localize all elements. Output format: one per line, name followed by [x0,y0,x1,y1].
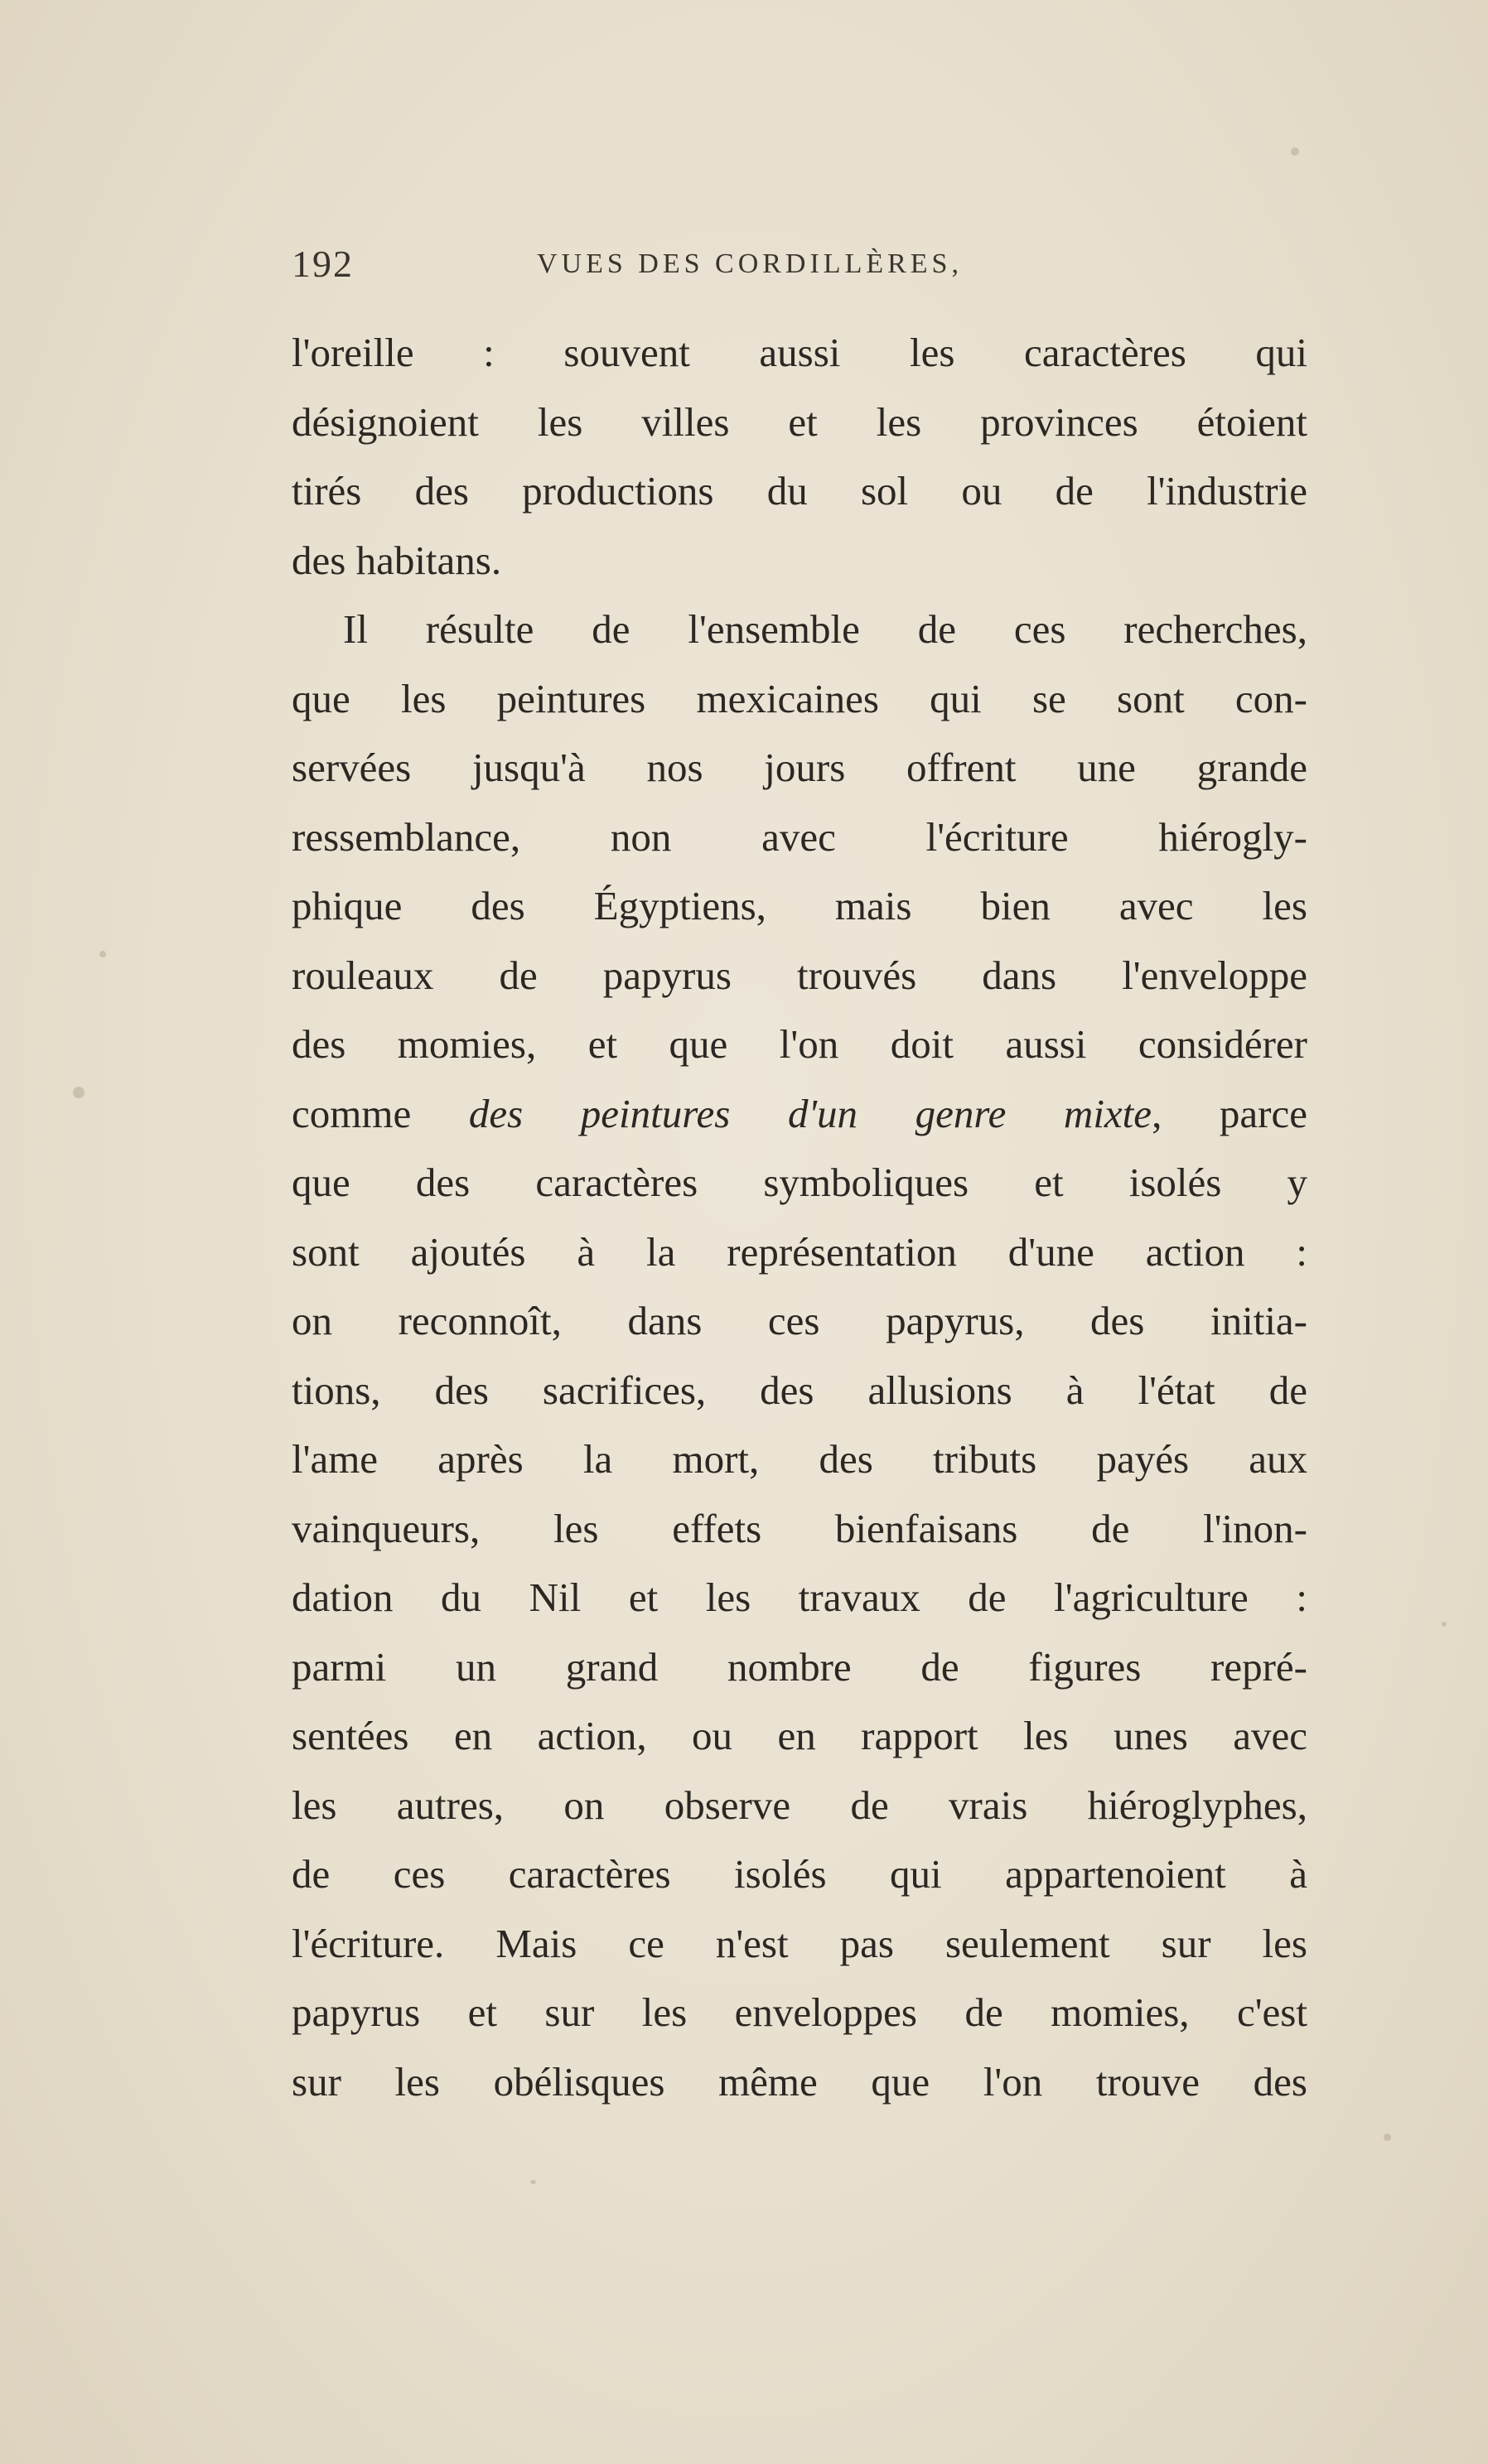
text-line: vainqueurs, les effets bienfaisans de l'inon- [292,1505,1307,1551]
text-line: papyrus et sur les enveloppes de momies, c'est [292,1989,1307,2035]
running-head [292,242,1046,283]
text-line: ressemblance, non avec l'écriture hiérogly- [292,813,1307,860]
page-number: 192 [292,243,354,285]
text-line: de ces caractères isolés qui appartenoient à [292,1851,1307,1897]
paper-speck [1384,2134,1391,2141]
paper-speck [73,1087,85,1098]
text-line: sentées en action, ou en rapport les unes avec [292,1713,1307,1758]
text-line: des habitans. [292,537,502,583]
text-line: sur les obélisques même que l'on trouve des [292,2058,1307,2105]
running-title: VUES DES CORDILLÈRES, [537,248,963,279]
text-line: phique des Égyptiens, mais bien avec les [292,883,1307,928]
italic-phrase: des peintures d'un genre mixte [468,1090,1152,1136]
text-line: parmi un grand nombre de figures repré- [292,1643,1307,1690]
text-line: les autres, on observe de vrais hiéroglyphes, [292,1782,1307,1828]
text-line: des momies, et que l'on doit aussi considérer [292,1021,1307,1067]
text-segment: , parce [1152,1090,1307,1136]
paragraph-first-line: Il résulte de l'ensemble de ces recherches, [343,606,1307,652]
text-line: l'écriture. Mais ce n'est pas seulement sur les [292,1920,1307,1966]
paper-speck [99,951,106,957]
text-line: sont ajoutés à la représentation d'une action : [292,1228,1307,1275]
paper-speck [1442,1622,1447,1627]
text-line: tirés des productions du sol ou de l'industrie [292,468,1307,514]
text-line: l'oreille : souvent aussi les caractères qui [292,330,1307,375]
text-line: on reconnoît, dans ces papyrus, des initia- [292,1298,1307,1343]
paper-speck [1291,147,1299,156]
text-segment: comme [292,1090,469,1136]
text-line: servées jusqu'à nos jours offrent une grande [292,745,1307,790]
text-line: désignoient les villes et les provinces étoient [292,398,1307,445]
text-line: rouleaux de papyrus trouvés dans l'enveloppe [292,952,1307,998]
body-text [292,318,1307,2116]
text-line: que les peintures mexicaines qui se sont con- [292,675,1307,721]
text-line: l'ame après la mort, des tributs payés aux [292,1436,1307,1482]
text-line: tions, des sacrifices, des allusions à l'état de [292,1367,1307,1413]
text-line-with-italic [292,1079,1307,1149]
text-line: que des caractères symboliques et isolés y [292,1160,1307,1205]
text-line: dation du Nil et les travaux de l'agriculture : [292,1574,1307,1620]
paper-speck [530,2180,536,2184]
